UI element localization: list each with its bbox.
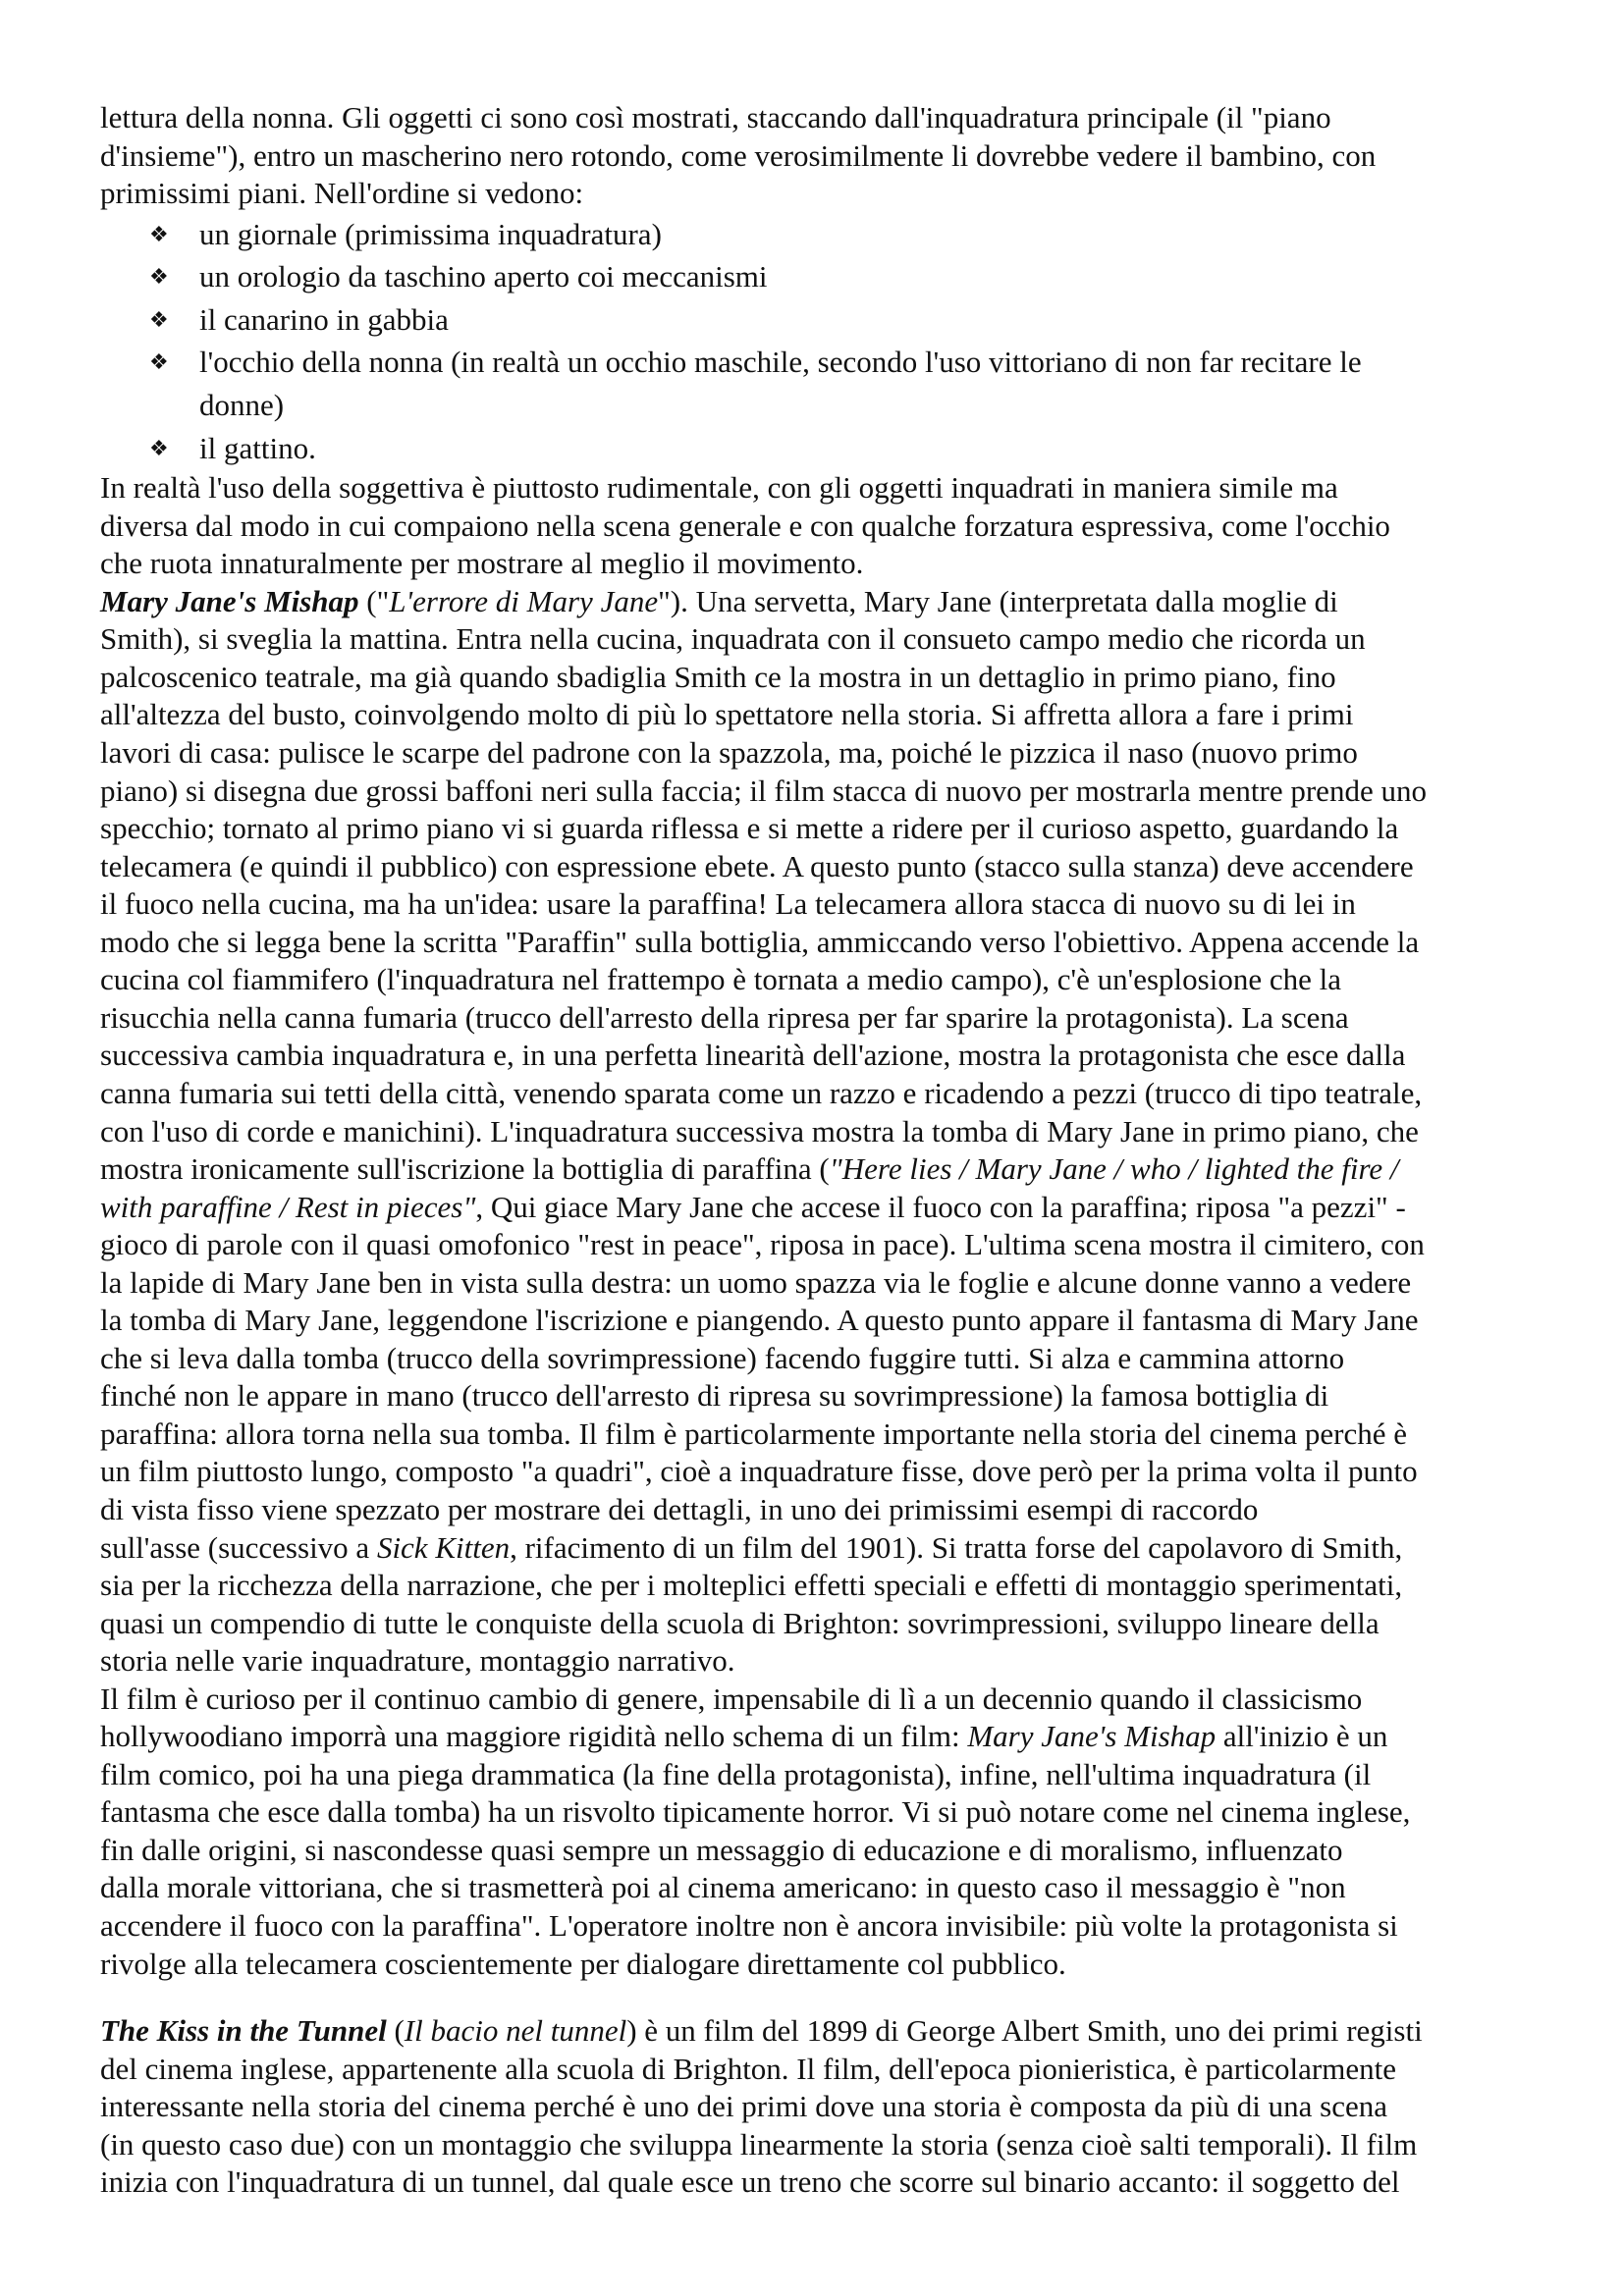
text-line: [100, 1718, 1543, 1756]
text-line: finché non le appare in mano (trucco dell'arresto di ripresa su sovrimpressione) la famosa bottiglia di: [100, 1378, 1329, 1414]
text-line: il gattino.: [199, 430, 316, 465]
text-line: il fuoco nella cucina, ma ha un'idea: usare la paraffina! La telecamera allora stacca di nuovo su di lei in: [100, 886, 1356, 922]
list-item: [100, 341, 1543, 426]
text-line: un orologio da taschino aperto coi meccanismi: [199, 259, 768, 294]
text-line: telecamera (e quindi il pubblico) con espressione ebete. A questo punto (stacco sulla stanza) deve accendere: [100, 848, 1414, 883]
italic-text: "Here lies / Mary Jane / who / lighted the fire /: [829, 1151, 1399, 1187]
text-line: donne): [199, 388, 285, 423]
text-line: fantasma che esce dalla tomba) ha un risvolto tipicamente horror. Vi si può notare come nel cinema inglese,: [100, 1794, 1411, 1830]
text-line: inizia con l'inquadratura di un tunnel, dal quale esce un treno che scorre sul binario accanto: il soggetto del: [100, 2164, 1400, 2200]
italic-text: Mary Jane's Mishap: [967, 1719, 1217, 1754]
text-run: , Qui giace Mary Jane che accese il fuoco con la paraffina; riposa "a pezzi" -: [475, 1189, 1406, 1224]
text-line: paraffina: allora torna nella sua tomba. Il film è particolarmente importante nella storia del cinema perché è: [100, 1415, 1407, 1451]
paragraph: [100, 2012, 1543, 2202]
text-line: successiva cambia inquadratura e, in una perfetta linearità dell'azione, mostra la protagonista che esce dalla: [100, 1038, 1406, 1073]
text-line: palcoscenico teatrale, ma già quando sbadiglia Smith ce la mostra in un dettaglio in primo piano, fino: [100, 659, 1336, 694]
text-run: (: [386, 2013, 405, 2049]
text-run: all'inizio è un: [1216, 1719, 1388, 1754]
text-line: rivolge alla telecamera coscientemente per dialogare direttamente col pubblico.: [100, 1946, 1066, 1981]
paragraph: [100, 1681, 1543, 1983]
document-page: [100, 99, 1543, 2202]
text-run: hollywoodiano imporrà una maggiore rigidità nello schema di un film:: [100, 1719, 968, 1754]
text-line: lavori di casa: pulisce le scarpe del padrone con la spazzola, ma, poiché le pizzica il naso (nuovo primo: [100, 735, 1358, 771]
text-line: canna fumaria sui tetti della città, venendo sparata come un razzo e ricadendo a pezzi (trucco di tipo teatrale,: [100, 1075, 1423, 1110]
text-line: interessante nella storia del cinema perché è uno dei primi dove una storia è composta da più di una scena: [100, 2089, 1388, 2124]
text-line: con l'uso di corde e manichini). L'inquadratura successiva mostra la tomba di Mary Jane in primo piano, che: [100, 1113, 1419, 1148]
list-item: [100, 427, 1543, 470]
text-line: cucina col fiammifero (l'inquadratura nel frattempo è tornata a medio campo), c'è un'esplosione che la: [100, 962, 1341, 997]
text-line: [100, 583, 1543, 621]
italic-text: Il bacio nel tunnel: [404, 2013, 627, 2049]
text-line: diversa dal modo in cui compaiono nella scena generale e con qualche forzatura espressiva, come l'occhio: [100, 507, 1390, 543]
list-item: [100, 298, 1543, 342]
list-item: [100, 213, 1543, 256]
text-line: [100, 1189, 1543, 1227]
text-run: "). Una servetta, Mary Jane (interpretata dalla moglie di: [658, 583, 1338, 618]
text-line: fin dalle origini, si nascondesse quasi sempre un messaggio di educazione e di moralismo, influenzato: [100, 1832, 1343, 1867]
text-line: Il film è curioso per il continuo cambio di genere, impensabile di lì a un decennio quando il classicismo: [100, 1681, 1363, 1716]
bullet-list: [100, 213, 1543, 470]
text-run: (": [358, 583, 390, 618]
paragraph: [100, 583, 1543, 1681]
diamond-bullet-icon: ❖: [149, 349, 169, 375]
text-line: l'occhio della nonna (in realtà un occhio maschile, secondo l'uso vittoriano di non far recitare le: [199, 345, 1362, 380]
text-line: d'insieme"), entro un mascherino nero rotondo, come verosimilmente li dovrebbe vedere il bambino, con: [100, 137, 1377, 173]
text-run: mostra ironicamente sull'iscrizione la bottiglia di paraffina (: [100, 1151, 830, 1187]
diamond-bullet-icon: ❖: [149, 221, 169, 246]
text-line: lettura della nonna. Gli oggetti ci sono così mostrati, staccando dall'inquadratura principale (il "piano: [100, 100, 1331, 134]
text-line: risucchia nella canna fumaria (trucco dell'arresto della ripresa per far sparire la protagonista). La scena: [100, 999, 1349, 1035]
text-line: storia nelle varie inquadrature, montaggio narrativo.: [100, 1643, 735, 1679]
text-line: (in questo caso due) con un montaggio che sviluppa linearmente la storia (senza cioè salti temporali). Il film: [100, 2126, 1418, 2162]
text-line: modo che si legga bene la scritta "Paraffin" sulla bottiglia, ammiccando verso l'obiettivo. Appena accende la: [100, 924, 1420, 959]
text-line: dalla morale vittoriana, che si trasmetterà poi al cinema americano: in questo caso il messaggio è "non: [100, 1870, 1346, 1905]
text-line: accendere il fuoco con la paraffina". L'operatore inoltre non è ancora invisibile: più volte la protagonista si: [100, 1907, 1398, 1943]
text-line: un giornale (primissima inquadratura): [199, 216, 662, 251]
text-line: Smith), si sveglia la mattina. Entra nella cucina, inquadrata con il consueto campo medio che ricorda un: [100, 621, 1366, 657]
text-line: del cinema inglese, appartenente alla scuola di Brighton. Il film, dell'epoca pionieristica, è particolarmente: [100, 2051, 1396, 2086]
diamond-bullet-icon: ❖: [149, 435, 169, 460]
text-line: gioco di parole con il quasi omofonico "rest in peace", riposa in pace). L'ultima scena mostra il cimitero, con: [100, 1227, 1425, 1262]
text-line: In realtà l'uso della soggettiva è piuttosto rudimentale, con gli oggetti inquadrati in maniera simile ma: [100, 470, 1338, 506]
text-line: che ruota innaturalmente per mostrare al meglio il movimento.: [100, 546, 864, 581]
diamond-bullet-icon: ❖: [149, 306, 169, 332]
text-line: di vista fisso viene spezzato per mostrare dei dettagli, in uno dei primissimi esempi di raccordo: [100, 1491, 1259, 1526]
text-line: sia per la ricchezza della narrazione, che per i molteplici effetti speciali e effetti di montaggio sperimentati,: [100, 1568, 1403, 1603]
text-line: all'altezza del busto, coinvolgendo molto di più lo spettatore nella storia. Si affretta allora a fare i primi: [100, 697, 1354, 732]
text-line: la tomba di Mary Jane, leggendone l'iscrizione e piangendo. A questo punto appare il fantasma di Mary Jane: [100, 1303, 1419, 1338]
text-line: un film piuttosto lungo, composto "a quadri", cioè a inquadrature fisse, dove però per la prima volta il punto: [100, 1454, 1418, 1489]
text-line: la lapide di Mary Jane ben in vista sulla destra: un uomo spazza via le foglie e alcune donne vanno a vedere: [100, 1264, 1412, 1300]
paragraph: [100, 99, 1543, 213]
list-item: [100, 255, 1543, 298]
paragraph: [100, 469, 1543, 583]
text-line: [100, 2012, 1543, 2051]
text-line: che si leva dalla tomba (trucco della sovrimpressione) facendo fuggire tutti. Si alza e cammina attorno: [100, 1340, 1345, 1375]
text-line: quasi un compendio di tutte le conquiste della scuola di Brighton: sovrimpressioni, sviluppo lineare della: [100, 1605, 1380, 1640]
text-line: [100, 1529, 1543, 1568]
italic-text: Sick Kitten: [376, 1529, 511, 1565]
diamond-bullet-icon: ❖: [149, 264, 169, 290]
text-line: [100, 1150, 1543, 1189]
bold-title: Mary Jane's Mishap: [100, 583, 359, 618]
text-run: sull'asse (successivo a: [100, 1529, 377, 1565]
italic-text: with paraffine / Rest in pieces": [100, 1189, 476, 1224]
italic-text: L'errore di Mary Jane: [389, 583, 659, 618]
text-line: piano) si disegna due grossi baffoni neri sulla faccia; il film stacca di nuovo per mostrarla mentre prende uno: [100, 773, 1427, 808]
text-run: ) è un film del 1899 di George Albert Smith, uno dei primi registi: [626, 2013, 1423, 2049]
bold-title: The Kiss in the Tunnel: [100, 2013, 387, 2049]
text-line: primissimi piani. Nell'ordine si vedono:: [100, 176, 584, 211]
text-run: , rifacimento di un film del 1901). Si tratta forse del capolavoro di Smith,: [510, 1529, 1403, 1565]
text-line: il canarino in gabbia: [199, 301, 449, 337]
text-line: specchio; tornato al primo piano vi si guarda riflessa e si mette a ridere per il curioso aspetto, guardando la: [100, 811, 1399, 846]
text-line: film comico, poi ha una piega drammatica (la fine della protagonista), infine, nell'ultima inquadratura (il: [100, 1756, 1372, 1791]
